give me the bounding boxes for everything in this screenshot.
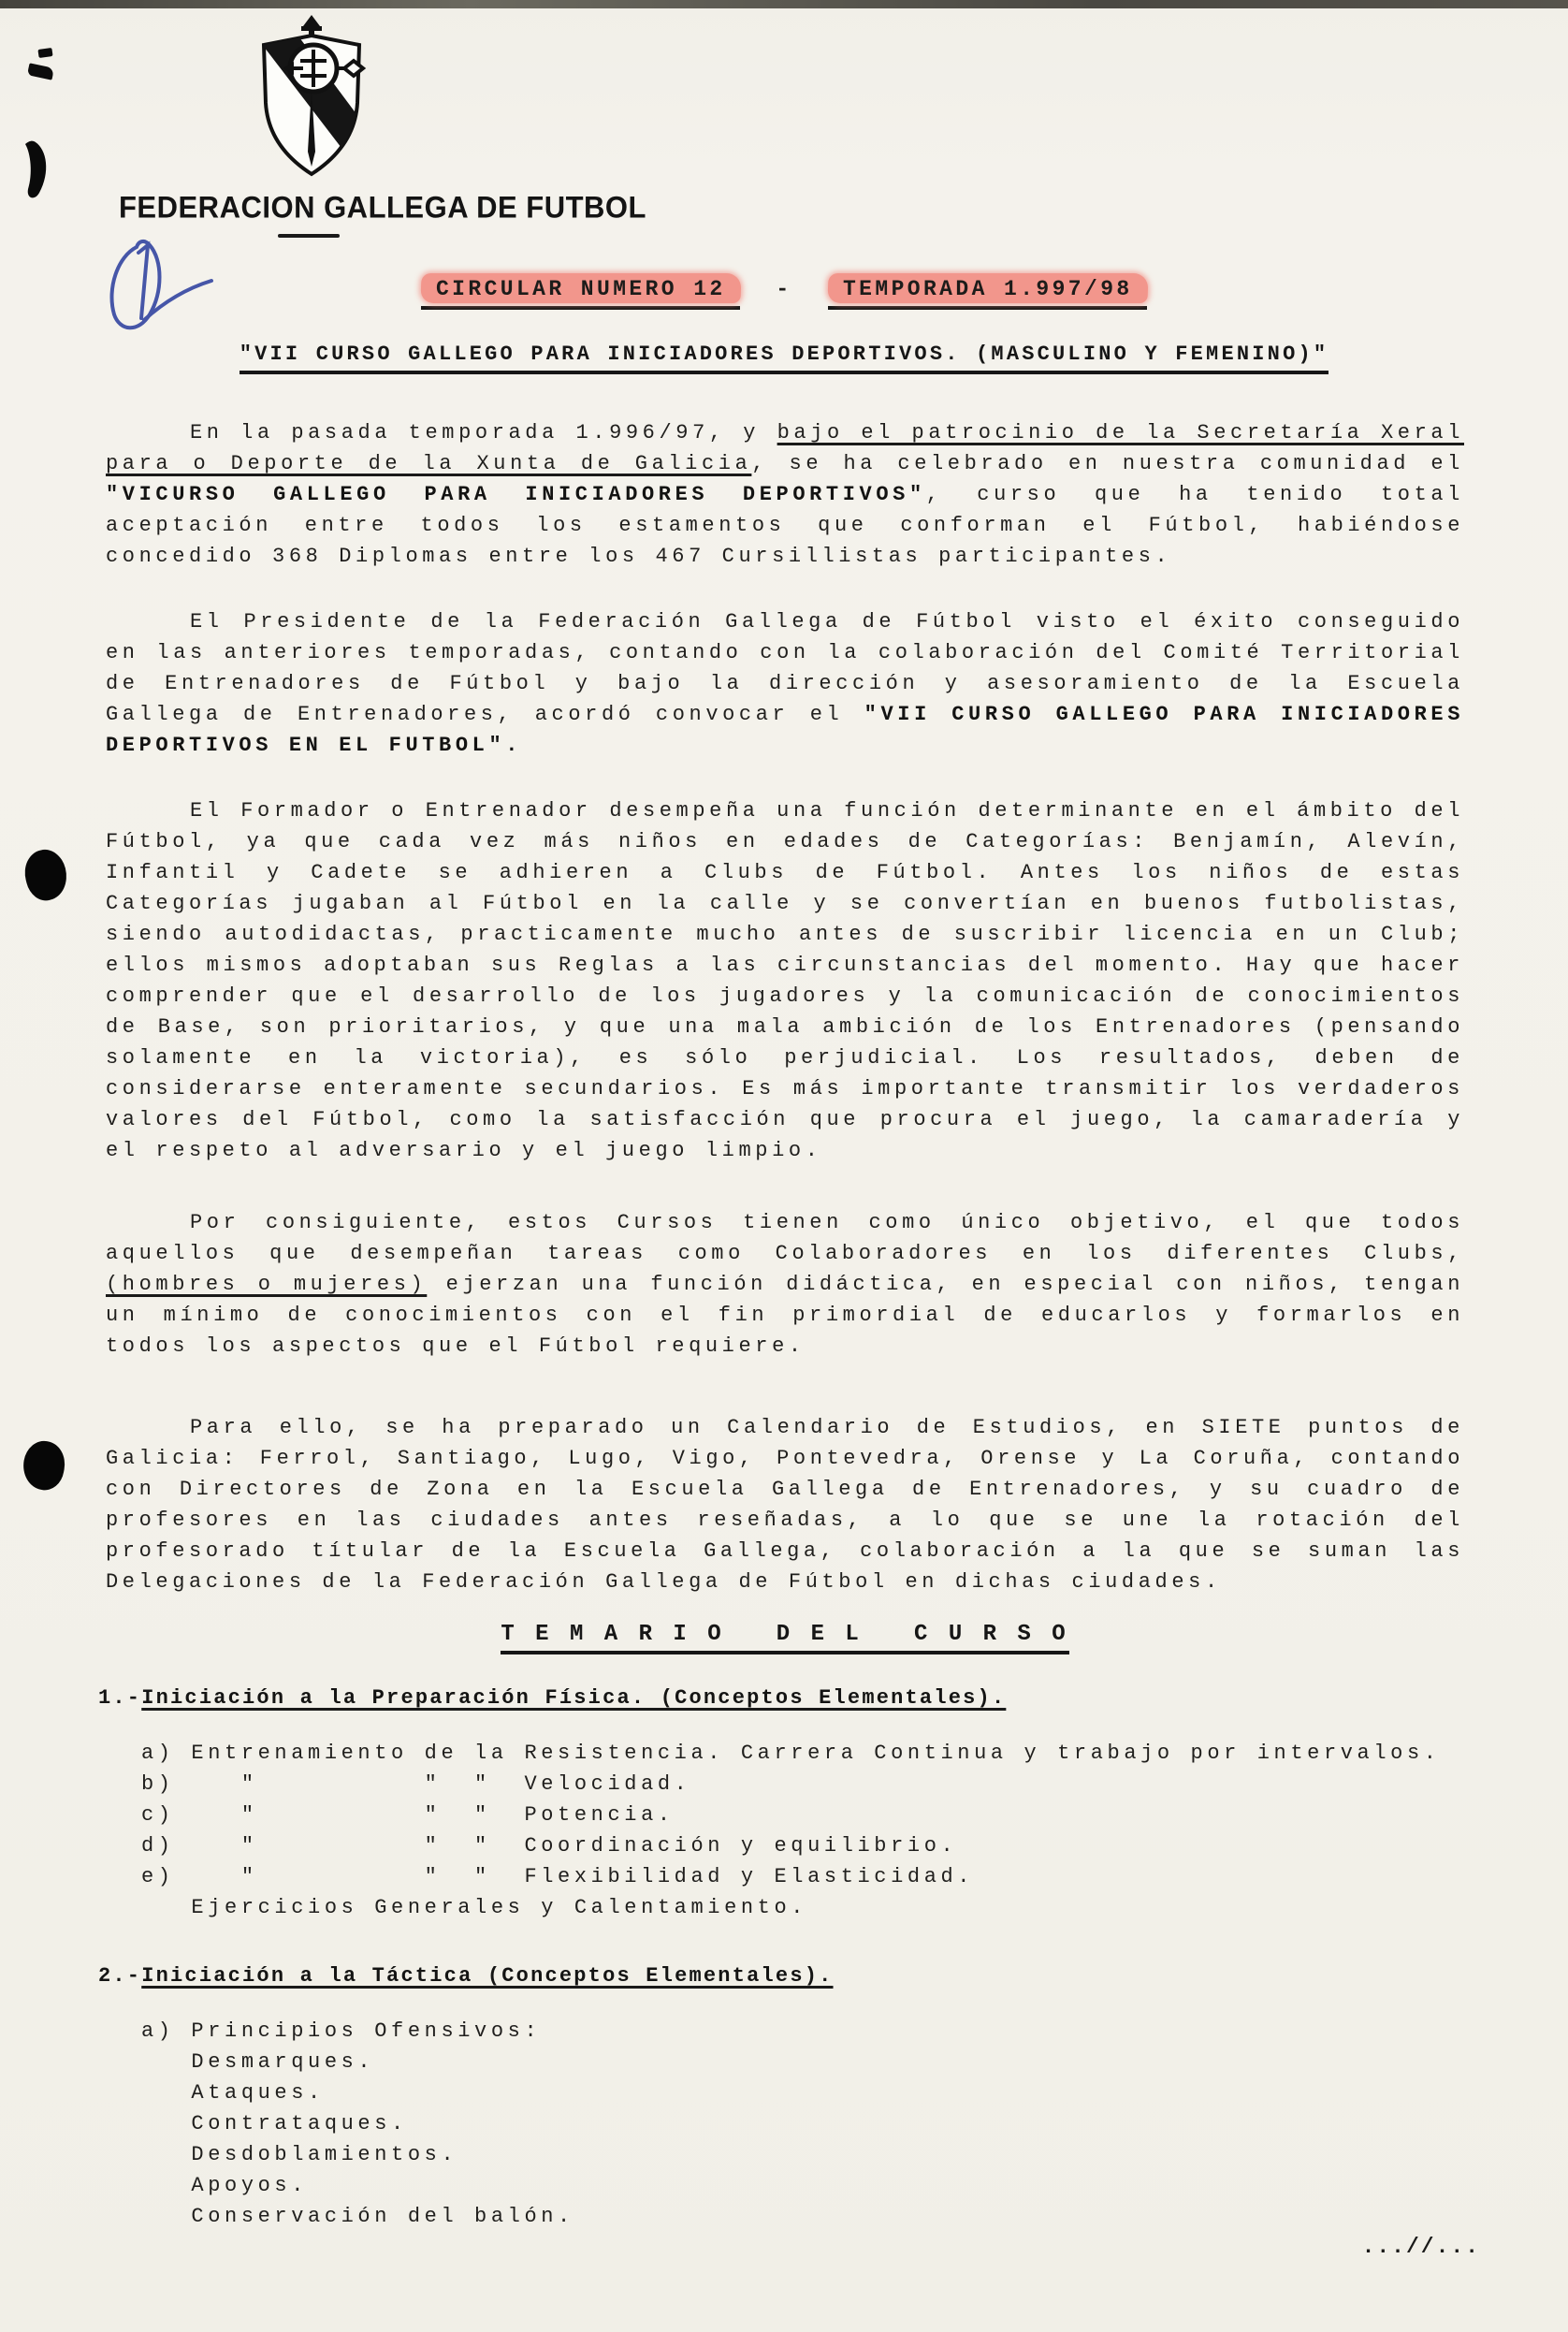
circular-number-highlight (420, 273, 741, 303)
header-separator: - (776, 277, 792, 301)
temario-heading-row (106, 1622, 1464, 1654)
topic-item: Ataques. (141, 2081, 325, 2105)
section-number: 2.- (98, 1964, 142, 1988)
page-continuation-mark: ...//... (1361, 2235, 1480, 2259)
paragraph-text: En la pasada temporada 1.996/97, y (190, 421, 777, 445)
document-title: "VII CURSO GALLEGO PARA INICIADORES DEPORTIVOS. (MASCULINO Y FEMENINO)" (240, 343, 1329, 374)
document-body (98, 417, 1464, 2232)
section-1-heading (98, 1686, 1464, 1710)
topic-item: Apoyos. (141, 2174, 309, 2197)
bold-text: "VICURSO GALLEGO PARA INICIADORES DEPORTIVOS" (106, 483, 926, 506)
paragraph-1 (106, 417, 1464, 572)
topic-item: Contrataques. (141, 2112, 408, 2135)
section-2-topic-list (141, 2016, 1464, 2232)
section-1-topic-list (141, 1738, 1464, 1923)
org-name-underline (278, 234, 340, 238)
ink-blot-icon (22, 140, 54, 211)
topic-item: Desmarques. (141, 2050, 375, 2074)
bold-text: "VII CURSO GALLEGO PARA INICIADORES DEPORTIVOS EN EL FUTBOL". (106, 703, 1464, 757)
ink-smudge-icon (37, 48, 52, 58)
topic-item: d) " " " Coordinación y equilibrio. (141, 1834, 958, 1858)
section-title: Iniciación a la Preparación Física. (Conceptos Elementales). (141, 1686, 1007, 1710)
punch-hole-mark (20, 1438, 68, 1494)
topic-item: c) " " " Potencia. (141, 1803, 675, 1827)
topic-item: e) " " " Flexibilidad y Elasticidad. (141, 1865, 975, 1888)
topic-item: a) Entrenamiento de la Resistencia. Carrera Continua y trabajo por intervalos. (141, 1742, 1441, 1765)
paragraph-text: Por consiguiente, estos Cursos tienen como único objetivo, el que todos aquellos que desempeñan tareas como Colaboradores en los diferentes Clubs, (106, 1211, 1464, 1265)
topic-item: b) " " " Velocidad. (141, 1772, 691, 1796)
topic-item: a) Principios Ofensivos: (141, 2019, 542, 2043)
section-title: Iniciación a la Táctica (Conceptos Elementales). (141, 1964, 834, 1988)
circular-header-row (0, 273, 1568, 310)
topic-item: Ejercicios Generales y Calentamiento. (141, 1896, 808, 1919)
document-title-row (0, 343, 1568, 374)
underlined-text: bajo el patrocinio de la Secretaría Xeral para o Deporte de la Xunta de Galicia (106, 421, 1464, 475)
paragraph-text: Para ello, se ha preparado un Calendario de Estudios, en SIETE puntos de Galicia: Ferrol, Santiago, Lugo, Vigo, Pontevedra, Orense y La Coruña, contando con Directores de Zona en la Escuela Gallega de Entrenadores, y su cuadro de profesores en las ciudades antes reseñadas, a lo que se une la rotación del profesorado títular de la Escuela Gallega, colaboración a la que se suman las Delegaciones de la Federación Gallega de Fútbol en dichas ciudades. (106, 1416, 1464, 1594)
federation-crest-icon (254, 15, 369, 188)
section-2-heading (98, 1964, 1464, 1988)
paragraph-text: El Presidente de la Federación Gallega de Fútbol visto el éxito conseguido en las anteriores temporadas, contando con la colaboración del Comité Territorial de Entrenadores de Fútbol y bajo la dirección y asesoramiento de la Escuela Gallega de Entrenadores, acordó convocar el (106, 610, 1464, 726)
topic-item: Conservación del balón. (141, 2205, 574, 2228)
paragraph-text: El Formador o Entrenador desempeña una función determinante en el ámbito del Fútbol, ya que cada vez más niños en edades de Categorías: Benjamín, Alevín, Infantil y Cadete se adhieren a Clubs de Fútbol. Antes los niños de estas Categorías jugaban al Fútbol en la calle y se convertían en buenos futbolistas, siendo autodidactas, practicamente mucho antes de suscribir licencia en un Club; ellos mismos adoptaban sus Reglas a las circunstancias del momento. Hay que hacer comprender que el desarrollo de los jugadores y la comunicación de conocimientos de Base, son prioritarios, y que una mala ambición de los Entrenadores (pensando solamente en la victoria), es sólo perjudicial. Los resultados, deben de considerarse enteramente secundarios. Es más importante transmitir los verdaderos valores del Fútbol, como la satisfacción que procura el juego, la camaradería y el respeto al adversario y el juego limpio. (106, 799, 1464, 1162)
paragraph-3 (106, 795, 1464, 1166)
paragraph-2 (106, 606, 1464, 761)
topic-item: Desdoblamientos. (141, 2143, 458, 2166)
ink-smudge-icon (27, 63, 54, 80)
circular-number: CIRCULAR NUMERO 12 (435, 277, 726, 301)
season-highlight (827, 273, 1148, 303)
paragraph-text: , curso que ha tenido total aceptación entre todos los estamentos que conforman el Fútbol, habiéndose concedido 368 Diplomas entre los 467 Cursillistas participantes. (106, 483, 1464, 568)
circular-number-underline (421, 273, 741, 310)
punch-hole-mark (20, 845, 72, 904)
temario-heading: T E M A R I O D E L C U R S O (501, 1622, 1068, 1654)
paragraph-text: ejerzan una función didáctica, en especial con niños, tengan un mínimo de conocimientos con el fin primordial de educarlos y formarlos en todos los aspectos que el Fútbol requiere. (106, 1273, 1464, 1358)
scan-edge (0, 0, 1568, 8)
paragraph-4 (106, 1207, 1464, 1362)
paragraph-5 (106, 1412, 1464, 1597)
underlined-text: (hombres o mujeres) (106, 1273, 428, 1296)
section-number: 1.- (98, 1686, 142, 1710)
season-underline (828, 273, 1148, 310)
season-label: TEMPORADA 1.997/98 (842, 277, 1133, 301)
paragraph-text: , se ha celebrado en nuestra comunidad el (751, 452, 1464, 475)
organization-name: FEDERACION GALLEGA DE FUTBOL (119, 190, 646, 225)
